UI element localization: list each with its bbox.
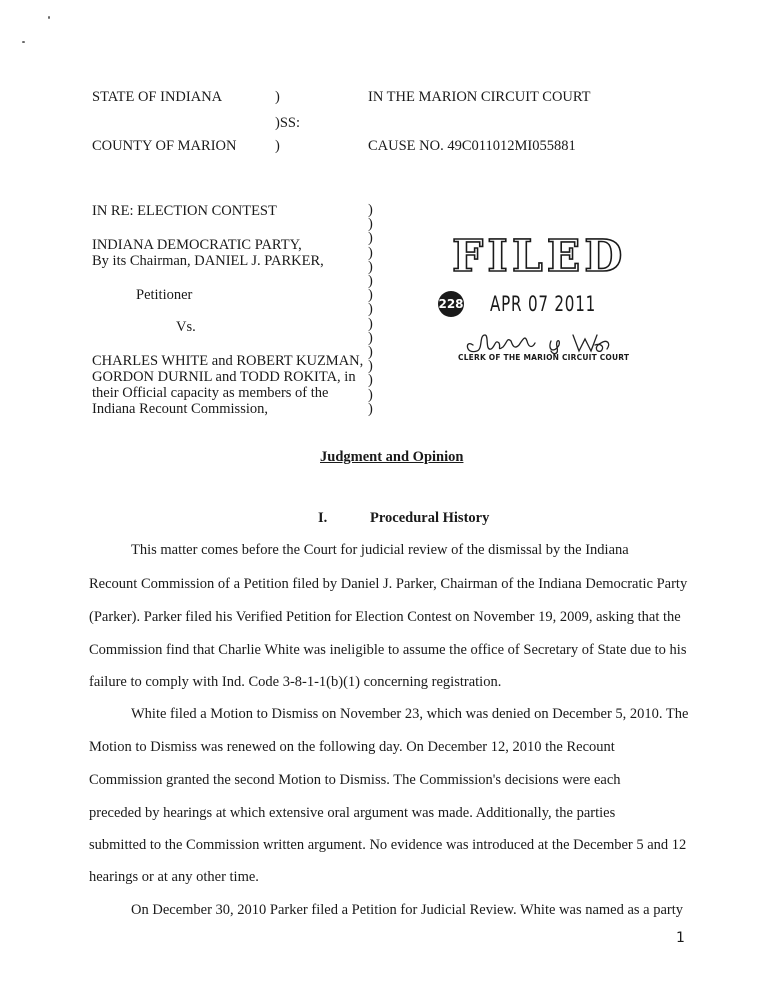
document-title: Judgment and Opinion [320, 449, 464, 465]
petitioner-name: INDIANA DEMOCRATIC PARTY, [92, 237, 302, 253]
stamp-clerk-line: CLERK OF THE MARION CIRCUIT COURT [458, 353, 630, 362]
respondent-line: Indiana Recount Commission, [92, 401, 268, 417]
body-line: failure to comply with Ind. Code 3-8-1-1(b)(1) concerning registration. [89, 674, 502, 690]
caption-state: STATE OF INDIANA [92, 89, 223, 105]
body-line: Motion to Dismiss was renewed on the following day. On December 12, 2010 the Recount [89, 739, 615, 755]
respondent-line: their Official capacity as members of the [92, 385, 329, 401]
body-line: Commission granted the second Motion to Dismiss. The Commission's decisions were each [89, 772, 621, 788]
in-re-heading: IN RE: ELECTION CONTEST [92, 203, 277, 219]
caption-court: IN THE MARION CIRCUIT COURT [368, 89, 591, 105]
body-line: preceded by hearings at which extensive oral argument was made. Additionally, the parties [89, 805, 616, 821]
body-line: hearings or at any other time. [89, 869, 259, 885]
caption-paren-column: ) ) ) ) ) ) ) ) ) ) ) ) ) ) ) [368, 202, 373, 417]
petitioner-chairman: By its Chairman, DANIEL J. PARKER, [92, 253, 324, 269]
body-line: On December 30, 2010 Parker filed a Petition for Judicial Review. White was named as a party [131, 902, 684, 918]
body-line: Recount Commission of a Petition filed by Daniel J. Parker, Chairman of the Indiana Democratic Party [89, 576, 688, 592]
caption-cause-number: CAUSE NO. 49C011012MI055881 [368, 138, 576, 154]
petitioner-label: Petitioner [136, 287, 193, 303]
body-line: This matter comes before the Court for judicial review of the dismissal by the Indiana [131, 542, 629, 558]
stamp-number-badge: 228 [438, 291, 464, 317]
page-number: 1 [676, 930, 685, 946]
stamp-date: APR 07 2011 [490, 292, 597, 316]
body-line: submitted to the Commission written argument. No evidence was introduced at the December 5 and 12 [89, 837, 687, 853]
section-title: Procedural History [370, 510, 490, 526]
caption-paren: ) [275, 138, 280, 154]
caption-county: COUNTY OF MARION [92, 138, 237, 154]
filed-stamp: FILED [452, 231, 627, 282]
caption-paren: ) [275, 89, 280, 105]
section-number: I. [318, 510, 328, 526]
scan-speck [22, 41, 25, 43]
body-line: (Parker). Parker filed his Verified Petition for Election Contest on November 19, 2009, asking that the [89, 609, 681, 625]
respondent-line: CHARLES WHITE and ROBERT KUZMAN, [92, 353, 364, 369]
versus-label: Vs. [176, 319, 196, 335]
respondent-line: GORDON DURNIL and TODD ROKITA, in [92, 369, 356, 385]
body-line: White filed a Motion to Dismiss on November 23, which was denied on December 5, 2010. The [131, 706, 689, 722]
scan-speck [48, 16, 50, 19]
body-line: Commission find that Charlie White was ineligible to assume the office of Secretary of State due to his [89, 642, 687, 658]
caption-ss: )SS: [275, 115, 300, 131]
